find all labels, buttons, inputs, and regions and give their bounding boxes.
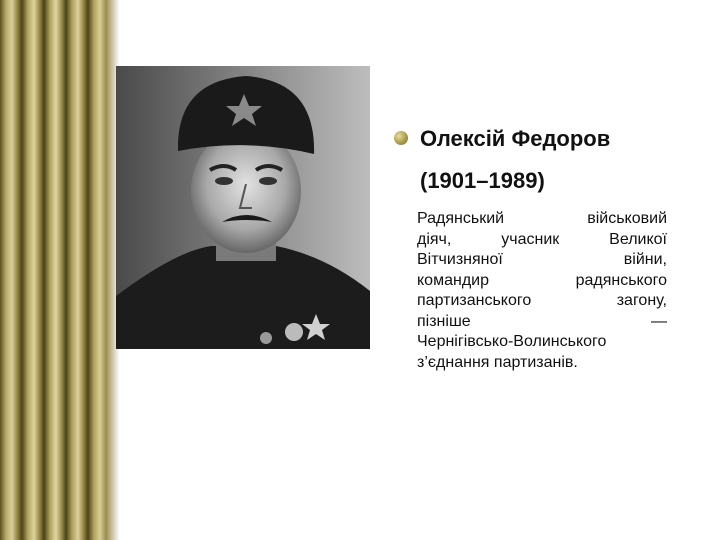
portrait-photo [116,66,370,349]
description-line: діяч, учасник Великої [417,230,667,248]
bullet-icon [394,131,408,145]
description-line: партизанського загону, [417,292,667,309]
description-line: командир радянського [417,271,667,289]
description-line: з’єднання партизанів. [417,353,578,371]
description-line: пізніше — [417,312,667,330]
life-years: (1901–1989) [420,168,545,193]
decorative-gold-stripes [0,0,120,540]
description-line: Чернігівсько-Волинського [417,333,607,350]
description-line: Вітчизняної війни, [417,251,667,268]
biography-text [417,209,667,373]
person-name: Олексій Федоров [420,126,611,151]
description-line: Радянський військовий [417,210,667,227]
